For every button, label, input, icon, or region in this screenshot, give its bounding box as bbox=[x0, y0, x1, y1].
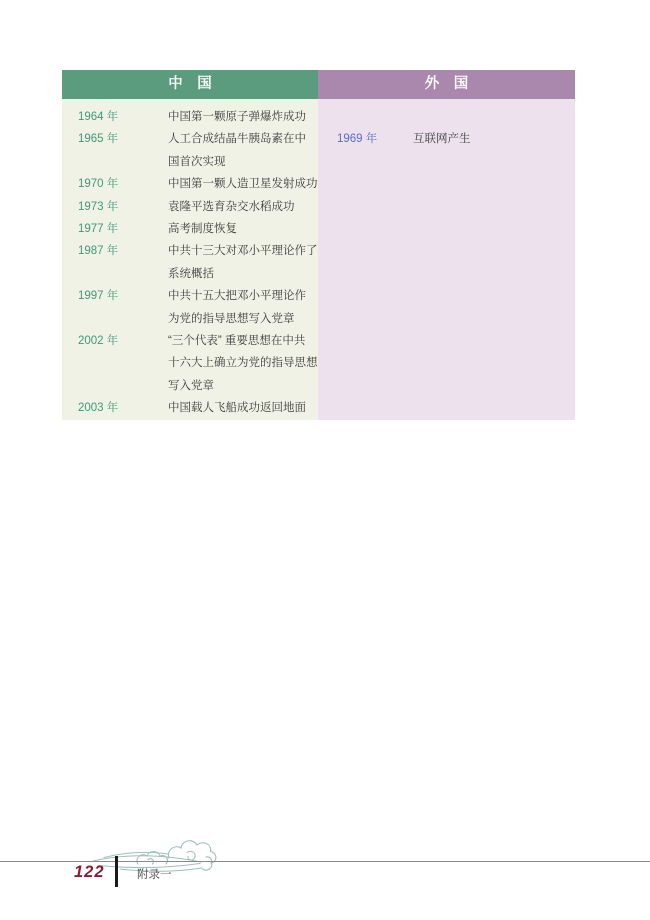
footer-separator-bar bbox=[115, 856, 118, 887]
year-label: 1997 年 bbox=[78, 290, 119, 303]
event-text-line: 袁隆平选育杂交水稻成功 bbox=[168, 200, 295, 213]
event-text bbox=[168, 128, 318, 173]
year-label: 1977 年 bbox=[78, 223, 119, 236]
year-label: 1969 年 bbox=[337, 133, 378, 146]
timeline-row bbox=[62, 218, 318, 240]
footer-section-label: 附录一 bbox=[137, 869, 172, 881]
timeline-row bbox=[62, 128, 318, 173]
event-text bbox=[168, 106, 318, 128]
event-text-line: 中共十五大把邓小平理论作 bbox=[168, 290, 306, 303]
timeline-row bbox=[62, 285, 318, 330]
timeline-row bbox=[62, 330, 318, 397]
china-column-body bbox=[62, 99, 318, 420]
timeline-row bbox=[62, 173, 318, 195]
year-label: 1970 年 bbox=[78, 178, 119, 191]
event-text-line: 写入党章 bbox=[168, 379, 214, 392]
page-number: 122 bbox=[74, 863, 105, 881]
event-text bbox=[168, 240, 318, 285]
event-text-line: 中国第一颗人造卫星发射成功 bbox=[168, 178, 318, 191]
event-text-line: 中共十三大对邓小平理论作了 bbox=[168, 245, 318, 258]
event-text-line: 十六大上确立为党的指导思想 bbox=[168, 357, 318, 370]
event-text-line: 中国载人飞船成功返回地面 bbox=[168, 402, 306, 415]
event-text bbox=[168, 196, 318, 218]
timeline-row bbox=[62, 196, 318, 218]
year-label: 2002 年 bbox=[78, 335, 119, 348]
timeline-row bbox=[62, 397, 318, 419]
event-text bbox=[168, 330, 318, 397]
event-text bbox=[168, 397, 318, 419]
year-label: 1964 年 bbox=[78, 111, 119, 123]
event-text-line: 互联网产生 bbox=[413, 133, 471, 146]
event-text bbox=[168, 285, 318, 330]
timeline-table bbox=[62, 70, 575, 420]
china-column-header: 中 国 bbox=[62, 70, 318, 99]
event-text-line: 为党的指导思想写入党章 bbox=[168, 312, 295, 325]
event-text bbox=[413, 128, 575, 150]
foreign-column-header: 外 国 bbox=[318, 70, 575, 99]
event-text-line: 中国第一颗原子弹爆炸成功 bbox=[168, 111, 306, 123]
timeline-row bbox=[318, 128, 575, 150]
year-label: 1973 年 bbox=[78, 200, 119, 213]
event-text-line: 高考制度恢复 bbox=[168, 223, 237, 236]
event-text-line: 国首次实现 bbox=[168, 155, 226, 168]
timeline-row bbox=[62, 106, 318, 128]
event-text-line: 系统概括 bbox=[168, 267, 214, 280]
event-text-line: 人工合成结晶牛胰岛素在中 bbox=[168, 133, 306, 146]
foreign-column-body bbox=[318, 99, 575, 420]
timeline-row bbox=[62, 240, 318, 285]
event-text bbox=[168, 173, 318, 195]
event-text bbox=[168, 218, 318, 240]
event-text-line: “三个代表” 重要思想在中共 bbox=[168, 335, 306, 348]
year-label: 1965 年 bbox=[78, 133, 119, 146]
table-header-row bbox=[62, 70, 575, 99]
table-body bbox=[62, 99, 575, 420]
year-label: 1987 年 bbox=[78, 245, 119, 258]
year-label: 2003 年 bbox=[78, 402, 119, 415]
